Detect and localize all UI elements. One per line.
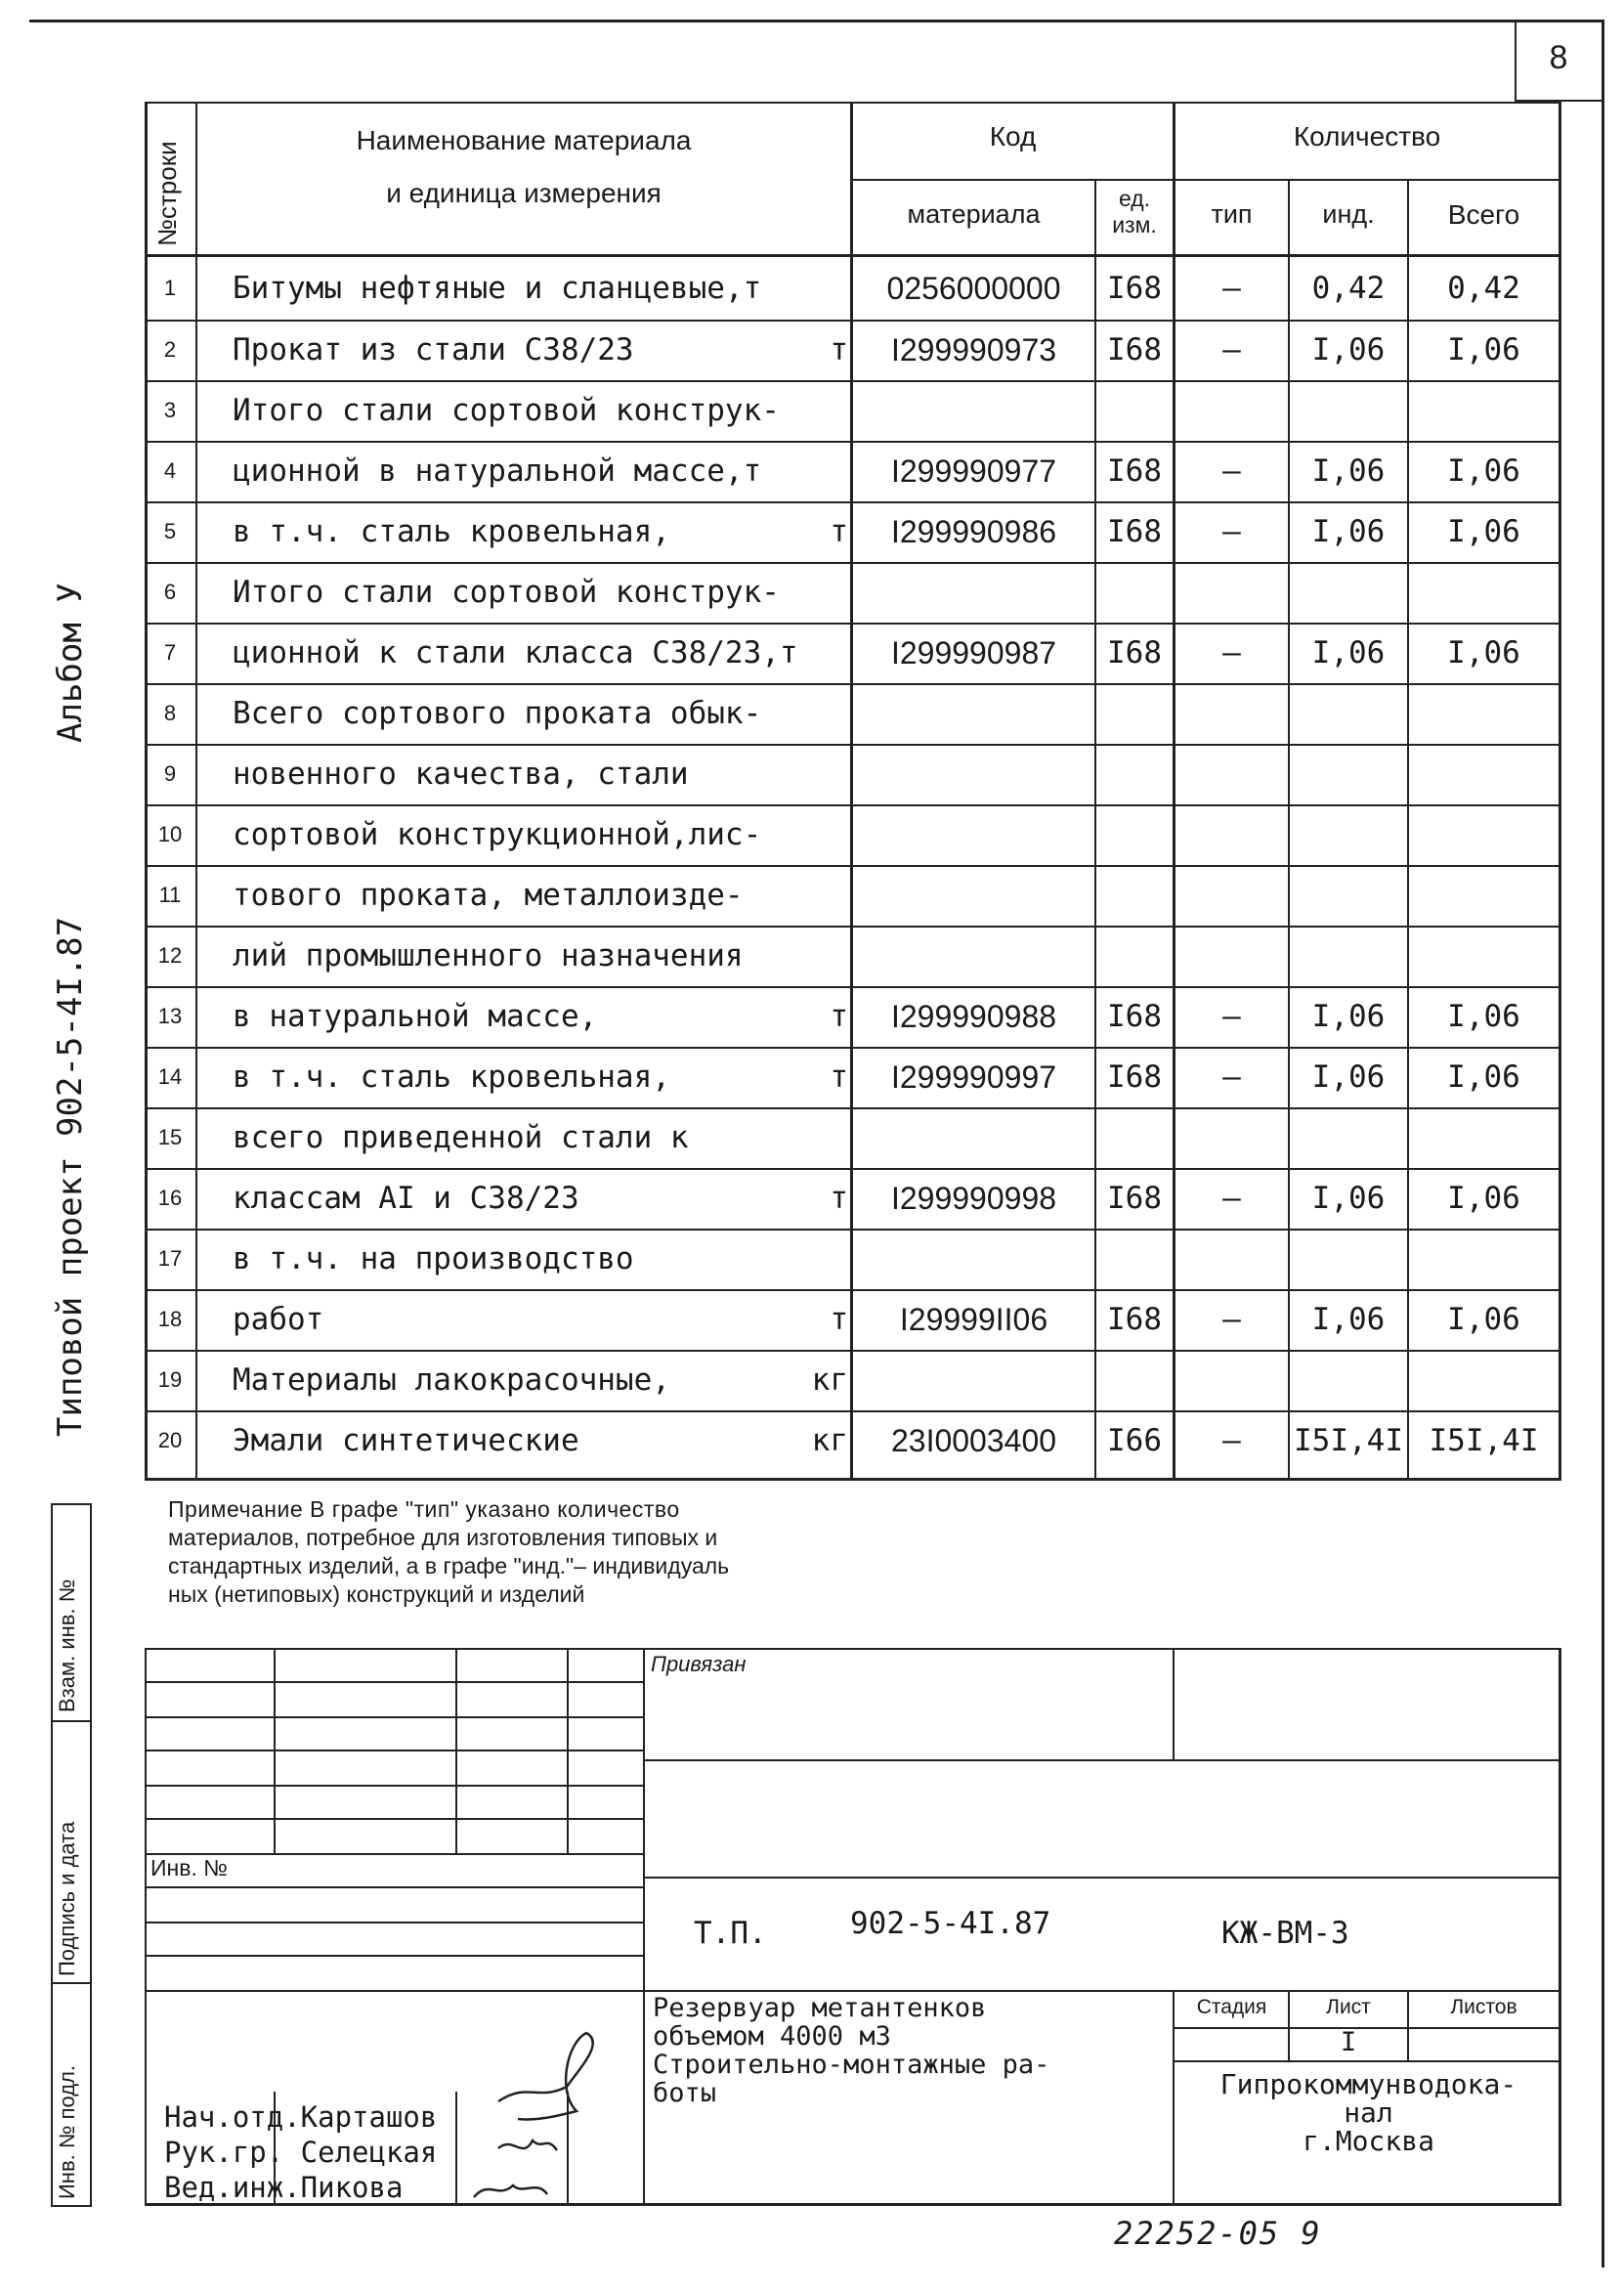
material-unit-suffix xyxy=(770,257,848,320)
row-number: 7 xyxy=(163,640,177,665)
qty-total: I,06 xyxy=(1447,1181,1520,1216)
material-code: I299990998 xyxy=(890,1180,1057,1216)
qty-ind: I,06 xyxy=(1311,1059,1386,1095)
material-name: Материалы лакокрасочные, xyxy=(233,1362,670,1398)
material-name: в т.ч. сталь кровельная, xyxy=(233,514,670,549)
table-row xyxy=(145,501,1561,562)
header-material: материала xyxy=(907,199,1041,229)
material-name: ционной в натуральной массе,т xyxy=(233,454,762,489)
handwritten-signatures xyxy=(459,2004,655,2209)
unit-code: I68 xyxy=(1107,999,1162,1034)
signer-2: Рук.гр. Селецкая xyxy=(164,2136,438,2169)
qty-ind: 0,42 xyxy=(1311,271,1386,306)
qty-ind: I5I,4I xyxy=(1294,1423,1403,1458)
qty-total xyxy=(1409,865,1559,926)
qty-ind: I,06 xyxy=(1311,454,1386,489)
side-inv-podl: Инв. № подл. xyxy=(55,2064,79,2199)
qty-total xyxy=(1409,380,1559,441)
table-row xyxy=(145,441,1561,501)
material-code: I299990997 xyxy=(890,1059,1057,1095)
qty-ind xyxy=(1290,1107,1407,1168)
unit-code: I68 xyxy=(1107,1302,1162,1337)
unit-code: I68 xyxy=(1107,454,1162,489)
qty-total: I,06 xyxy=(1447,1302,1520,1337)
row-number: 16 xyxy=(157,1186,183,1210)
table-row xyxy=(145,1047,1561,1107)
inv-no-label: Инв. № xyxy=(150,1855,228,1880)
doc-code: КЖ-ВМ-3 xyxy=(1221,1916,1349,1951)
qty-total xyxy=(1409,562,1559,623)
qty-typ xyxy=(1175,865,1288,926)
qty-ind: I,06 xyxy=(1311,1302,1386,1337)
archive-number: 22252-05 9 xyxy=(1114,2215,1322,2252)
material-unit-suffix xyxy=(770,744,848,804)
unit-code: I68 xyxy=(1107,635,1162,670)
unit-code: I68 xyxy=(1107,514,1162,549)
material-name: в т.ч. на производство xyxy=(233,1241,634,1276)
material-name: всего приведенной стали к xyxy=(233,1120,689,1155)
table-row xyxy=(145,257,1561,320)
material-name: новенного качества, стали xyxy=(233,756,689,792)
material-name: лий промышленного назначения xyxy=(233,938,744,973)
table-row xyxy=(145,320,1561,380)
qty-ind xyxy=(1290,865,1407,926)
table-row xyxy=(145,804,1561,865)
header-unit: ед. изм. xyxy=(1112,186,1157,238)
unit-code: I68 xyxy=(1107,1059,1162,1095)
qty-total xyxy=(1409,1229,1559,1289)
frame-top xyxy=(29,20,1604,22)
page-number: 8 xyxy=(1549,39,1568,76)
material-code xyxy=(853,1107,1094,1168)
stage-label: Стадия xyxy=(1196,1996,1267,2018)
table-row xyxy=(145,683,1561,744)
material-code xyxy=(853,380,1094,441)
qty-ind xyxy=(1290,683,1407,744)
qty-ind: I,06 xyxy=(1311,332,1386,367)
unit-code xyxy=(1096,1229,1173,1289)
note: Примечание В графе "тип" указано количество материалов, потребное для изготовления типовых и стандартных изделий, а в графе "инд."– индивидуаль ных (нетиповых) конструкций и изделий xyxy=(168,1496,730,1607)
unit-code: I68 xyxy=(1107,1181,1162,1216)
qty-ind xyxy=(1290,1229,1407,1289)
signer-3: Вед.инж.Пикова xyxy=(164,2171,404,2204)
material-code: I29999II06 xyxy=(899,1301,1048,1337)
row-number: 2 xyxy=(163,337,177,362)
material-unit-suffix xyxy=(770,683,848,744)
unit-code xyxy=(1096,926,1173,986)
qty-typ: – xyxy=(1222,454,1241,489)
qty-ind: I,06 xyxy=(1311,1181,1386,1216)
qty-typ xyxy=(1175,804,1288,865)
row-number: 1 xyxy=(163,276,177,300)
material-unit-suffix: кг xyxy=(811,1362,848,1398)
material-code xyxy=(853,926,1094,986)
qty-typ xyxy=(1175,562,1288,623)
header-name-line2: и единица измерения xyxy=(386,178,662,208)
unit-code: I68 xyxy=(1107,332,1162,367)
row-number: 5 xyxy=(163,519,177,543)
row-number: 20 xyxy=(157,1428,183,1452)
header-name-line1: Наименование материала xyxy=(356,125,692,155)
qty-total xyxy=(1409,683,1559,744)
row-number: 3 xyxy=(163,398,177,422)
row-number: 9 xyxy=(163,761,177,786)
qty-typ: – xyxy=(1222,1059,1241,1095)
material-unit-suffix xyxy=(770,623,848,683)
unit-code xyxy=(1096,1350,1173,1410)
material-name: сортовой конструкционной,лис- xyxy=(233,817,762,852)
tp-label: Т.П. xyxy=(694,1916,767,1951)
unit-code: I66 xyxy=(1107,1423,1162,1458)
material-unit-suffix: т xyxy=(830,514,848,549)
material-unit-suffix xyxy=(770,1229,848,1289)
row-number: 8 xyxy=(163,701,177,725)
qty-total xyxy=(1409,744,1559,804)
material-unit-suffix xyxy=(770,562,848,623)
tp-number: 902-5-4I.87 xyxy=(850,1906,1051,1941)
material-name: классам АI и С38/23 xyxy=(233,1181,579,1216)
material-name: Эмали синтетические xyxy=(233,1423,579,1458)
qty-ind xyxy=(1290,804,1407,865)
qty-typ xyxy=(1175,1107,1288,1168)
privyazan-label: Привязан xyxy=(651,1652,747,1676)
row-number: 14 xyxy=(157,1064,183,1089)
signer-1: Нач.отд.Карташов xyxy=(164,2100,438,2134)
row-number: 4 xyxy=(163,458,177,483)
material-unit-suffix: кг xyxy=(811,1423,848,1458)
row-number: 12 xyxy=(157,943,183,968)
qty-total: I,06 xyxy=(1447,999,1520,1034)
qty-typ: – xyxy=(1222,514,1241,549)
material-name: в т.ч. сталь кровельная, xyxy=(233,1059,670,1095)
qty-total xyxy=(1409,1107,1559,1168)
row-number: 17 xyxy=(157,1246,183,1271)
qty-total: I5I,4I xyxy=(1429,1423,1539,1458)
unit-code xyxy=(1096,865,1173,926)
material-code: I299990986 xyxy=(890,513,1057,549)
qty-typ xyxy=(1175,1350,1288,1410)
material-unit-suffix xyxy=(770,1107,848,1168)
material-unit-suffix: т xyxy=(830,1302,848,1337)
unit-code: I68 xyxy=(1107,271,1162,306)
qty-typ xyxy=(1175,744,1288,804)
qty-ind xyxy=(1290,562,1407,623)
qty-ind xyxy=(1290,926,1407,986)
header-rownum: №строки xyxy=(152,141,182,246)
qty-total xyxy=(1409,1350,1559,1410)
sheet-label: Лист xyxy=(1326,1996,1371,2018)
qty-ind: I,06 xyxy=(1311,514,1386,549)
material-name: работ xyxy=(233,1302,324,1337)
material-code: I299990987 xyxy=(890,634,1057,670)
table-row xyxy=(145,1350,1561,1410)
organization: Гипрокоммунводока- нал г.Москва xyxy=(1219,2068,1517,2157)
header-ind: инд. xyxy=(1322,199,1375,229)
row-number: 13 xyxy=(157,1004,183,1028)
table-row xyxy=(145,744,1561,804)
qty-typ xyxy=(1175,380,1288,441)
unit-code xyxy=(1096,562,1173,623)
unit-code xyxy=(1096,804,1173,865)
qty-total: I,06 xyxy=(1447,332,1520,367)
qty-typ xyxy=(1175,1229,1288,1289)
table-row xyxy=(145,1168,1561,1229)
side-podpis: Подпись и дата xyxy=(55,1821,79,1976)
material-unit-suffix: т xyxy=(830,999,848,1034)
material-name: Всего сортового проката обык- xyxy=(233,696,762,731)
material-code xyxy=(853,1229,1094,1289)
row-number: 15 xyxy=(157,1125,183,1149)
qty-typ: – xyxy=(1222,271,1241,306)
table-row xyxy=(145,1229,1561,1289)
qty-total: I,06 xyxy=(1447,514,1520,549)
row-number: 19 xyxy=(157,1367,183,1392)
sheets-label: Листов xyxy=(1450,1996,1517,2018)
table-row xyxy=(145,1410,1561,1471)
material-name: Битумы нефтяные и сланцевые,т xyxy=(233,271,762,306)
material-code: I299990988 xyxy=(890,998,1057,1034)
unit-code xyxy=(1096,683,1173,744)
qty-typ: – xyxy=(1222,999,1241,1034)
qty-total: I,06 xyxy=(1447,454,1520,489)
qty-typ: – xyxy=(1222,1423,1241,1458)
table-row xyxy=(145,380,1561,441)
header-typ: тип xyxy=(1211,199,1253,229)
material-code xyxy=(853,865,1094,926)
material-code: 23I0003400 xyxy=(890,1422,1057,1458)
qty-total: 0,42 xyxy=(1447,271,1520,306)
material-code: I299990973 xyxy=(890,331,1057,367)
material-name: Прокат из стали С38/23 xyxy=(233,332,634,367)
qty-total: I,06 xyxy=(1447,635,1520,670)
qty-total: I,06 xyxy=(1447,1059,1520,1095)
material-name: Итого стали сортовой конструк- xyxy=(233,575,780,610)
unit-code xyxy=(1096,380,1173,441)
qty-ind xyxy=(1290,380,1407,441)
qty-ind: I,06 xyxy=(1311,635,1386,670)
qty-typ xyxy=(1175,683,1288,744)
unit-code xyxy=(1096,744,1173,804)
frame-right xyxy=(1602,20,1604,2268)
side-vzam: Взам. инв. № xyxy=(55,1578,79,1712)
unit-code xyxy=(1096,1107,1173,1168)
material-unit-suffix: т xyxy=(830,1059,848,1095)
table-row xyxy=(145,926,1561,986)
material-code xyxy=(853,804,1094,865)
qty-ind xyxy=(1290,1350,1407,1410)
material-name: тового проката, металлоизде- xyxy=(233,878,744,913)
material-unit-suffix xyxy=(770,380,848,441)
qty-typ: – xyxy=(1222,1181,1241,1216)
sheet-value: I xyxy=(1340,2027,1357,2057)
row-number: 10 xyxy=(157,822,183,846)
material-unit-suffix: т xyxy=(830,1181,848,1216)
material-unit-suffix xyxy=(770,804,848,865)
table-row xyxy=(145,1289,1561,1350)
row-number: 11 xyxy=(158,883,182,907)
material-name: в натуральной массе, xyxy=(233,999,598,1034)
table-row xyxy=(145,865,1561,926)
document-title: Резервуар метантенков объемом 4000 м3 Строительно-монтажные ра- боты xyxy=(653,1993,1050,2108)
qty-ind xyxy=(1290,744,1407,804)
qty-typ: – xyxy=(1222,332,1241,367)
qty-typ: – xyxy=(1222,1302,1241,1337)
qty-typ xyxy=(1175,926,1288,986)
material-unit-suffix xyxy=(770,441,848,501)
material-name: ционной к стали класса С38/23,т xyxy=(233,635,798,670)
material-code xyxy=(853,562,1094,623)
table-row xyxy=(145,1107,1561,1168)
table-row xyxy=(145,986,1561,1047)
material-unit-suffix xyxy=(770,865,848,926)
header-qty: Количество xyxy=(1293,121,1441,151)
album-label: Альбом У xyxy=(51,583,90,743)
qty-total xyxy=(1409,926,1559,986)
material-code xyxy=(853,683,1094,744)
material-code xyxy=(853,1350,1094,1410)
qty-typ: – xyxy=(1222,635,1241,670)
qty-total xyxy=(1409,804,1559,865)
material-unit-suffix: т xyxy=(830,332,848,367)
header-code: Код xyxy=(989,121,1037,151)
table-row xyxy=(145,562,1561,623)
material-code: 0256000000 xyxy=(886,270,1061,306)
qty-ind: I,06 xyxy=(1311,999,1386,1034)
signatures xyxy=(164,2099,437,2205)
project-label: Типовой проект 902-5-4I.87 xyxy=(51,916,90,1437)
row-number: 6 xyxy=(163,580,177,604)
table-row xyxy=(145,623,1561,683)
material-unit-suffix xyxy=(770,926,848,986)
row-number: 18 xyxy=(157,1307,183,1331)
material-code xyxy=(853,744,1094,804)
header-total: Всего xyxy=(1447,199,1520,230)
material-name: Итого стали сортовой конструк- xyxy=(233,393,780,428)
material-code: I299990977 xyxy=(890,453,1057,489)
